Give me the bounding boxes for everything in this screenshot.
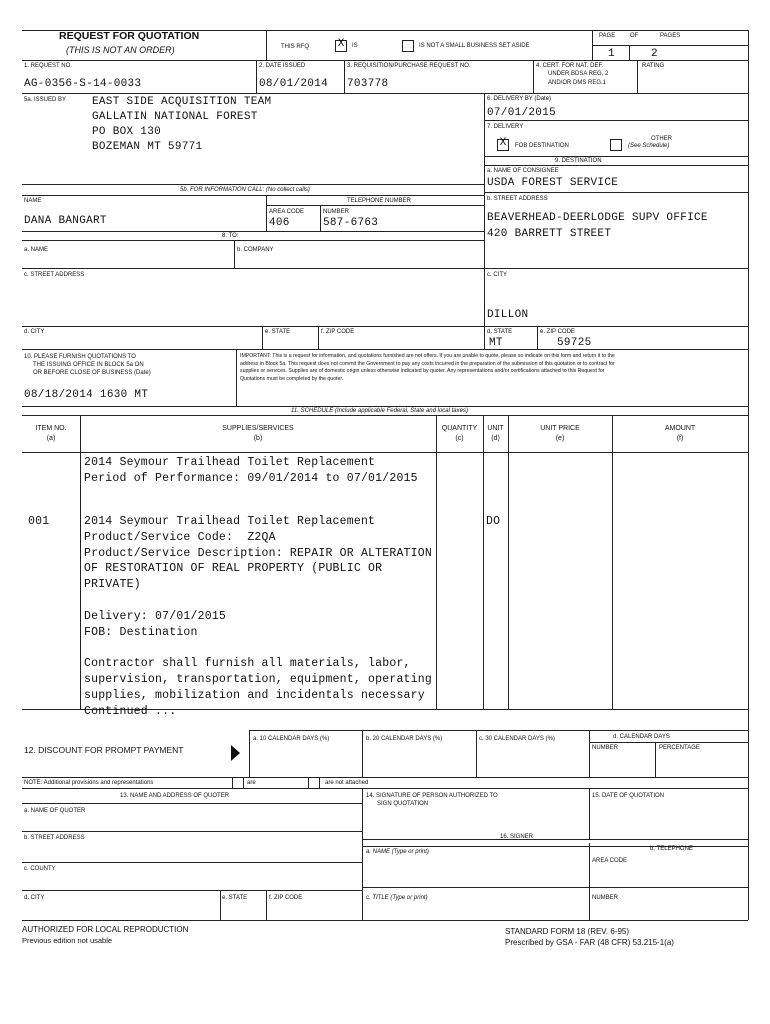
- to-name-label: a. NAME: [24, 247, 49, 253]
- discount-calendar-days-label: d. CALENDAR DAYS: [613, 734, 670, 740]
- page-label: PAGE: [599, 33, 616, 39]
- dest-street-line-2[interactable]: 420 BARRETT STREET: [487, 228, 612, 240]
- dest-city-label: c. CITY: [487, 272, 508, 278]
- discount-label: 12. DISCOUNT FOR PROMPT PAYMENT: [24, 745, 184, 755]
- description-line: Product/Service Code: Z2QA: [84, 530, 276, 544]
- issued-by-label: 5a. ISSUED BY: [24, 97, 67, 103]
- furnish-label-1: 10. PLEASE FURNISH QUOTATIONS TO: [24, 354, 136, 360]
- cert-label: 4. CERT. FOR NAT. DEF.: [536, 63, 604, 69]
- see-schedule-label: (See Schedule): [628, 143, 670, 149]
- col-amount: AMOUNT: [664, 425, 696, 432]
- this-rfq-label: THIS RFQ: [281, 44, 309, 50]
- footer-prescribed-by: Prescribed by GSA - FAR (48 CFR) 53.215-1(a): [505, 938, 674, 947]
- request-no-label: 1. REQUEST NO.: [24, 63, 72, 69]
- consignee-value[interactable]: USDA FOREST SERVICE: [487, 177, 619, 189]
- note-label: NOTE: Additional provisions and representations: [24, 780, 154, 786]
- is-not-label: IS NOT A SMALL BUSINESS SET ASIDE: [419, 43, 530, 49]
- dest-street-line-1[interactable]: BEAVERHEAD-DEERLODGE SUPV OFFICE: [487, 212, 708, 224]
- dest-zip-label: e. ZIP CODE: [540, 329, 575, 335]
- other-delivery-label: OTHER: [651, 136, 672, 142]
- fob-destination-checkbox[interactable]: X: [497, 139, 509, 151]
- description-line: Continued ...: [84, 704, 177, 718]
- col-unit: UNIT: [487, 425, 504, 432]
- issued-by-line-3[interactable]: PO BOX 130: [92, 126, 162, 138]
- furnish-label-3: OR BEFORE CLOSE OF BUSINESS (Date): [33, 370, 151, 376]
- footer-standard-form: STANDARD FORM 18 (REV. 6-95): [505, 927, 630, 936]
- provisions-are-checkbox[interactable]: [232, 777, 244, 789]
- signer-telephone-label: b. TELEPHONE: [650, 846, 693, 852]
- signer-label: 16. SIGNER: [500, 834, 534, 840]
- to-label: 8. TO:: [222, 233, 239, 239]
- col-supplies-sub: (b): [253, 435, 263, 442]
- provisions-are-label: are: [247, 780, 256, 786]
- info-name-value[interactable]: DANA BANGART: [24, 215, 107, 227]
- dest-state-label: d. STATE: [487, 329, 513, 335]
- info-call-label: 5b. FOR INFORMATION CALL: (No collect calls): [180, 187, 310, 193]
- request-no-value[interactable]: AG-0356-S-14-0033: [24, 78, 142, 90]
- quoter-name-label: a. NAME OF QUOTER: [24, 808, 86, 814]
- of-label: OF: [630, 33, 639, 39]
- cert-label-2: UNDER BDSA REG. 2: [548, 71, 609, 77]
- delivery-label: 7. DELIVERY: [487, 124, 524, 130]
- info-name-label: NAME: [24, 198, 42, 204]
- discount-30-days-label: c. 30 CALENDAR DAYS (%): [479, 736, 555, 742]
- description-line: 2014 Seymour Trailhead Toilet Replacement: [84, 515, 376, 528]
- col-unit-price-sub: (e): [555, 435, 565, 442]
- col-quantity: QUANTITY: [441, 425, 478, 432]
- footer-previous-edition: Previous edition not usable: [22, 936, 113, 945]
- requisition-label: 3. REQUISITION/PURCHASE REQUEST NO.: [347, 63, 471, 69]
- is-label: IS: [352, 43, 358, 49]
- description-line: PRIVATE): [84, 578, 141, 592]
- col-unit-price: UNIT PRICE: [540, 425, 580, 432]
- signer-area-code-label: AREA CODE: [592, 858, 628, 864]
- col-supplies: SUPPLIES/SERVICES: [222, 425, 294, 432]
- pages-label: PAGES: [660, 33, 681, 39]
- page-number: 1: [608, 48, 615, 60]
- delivery-by-value[interactable]: 07/01/2015: [487, 107, 557, 119]
- fob-destination-label: FOB DESTINATION: [515, 143, 569, 149]
- col-unit-sub: (d): [491, 435, 500, 442]
- description-line: Delivery: 07/01/2015: [84, 609, 227, 623]
- consignee-label: a. NAME OF CONSIGNEE: [487, 168, 559, 174]
- rating-label: RATING: [642, 63, 665, 69]
- issued-by-line-1[interactable]: EAST SIDE ACQUISITION TEAM: [92, 96, 272, 108]
- discount-20-days-label: b. 20 CALENDAR DAYS (%): [366, 736, 443, 742]
- footer-authorized: AUTHORIZED FOR LOCAL REPRODUCTION: [22, 925, 189, 934]
- schedule-intro-line-2: Period of Performance: 09/01/2014 to 07/01/2015: [84, 472, 418, 485]
- dest-city-value[interactable]: DILLON: [487, 309, 529, 321]
- is-not-small-business-checkbox[interactable]: [402, 40, 414, 52]
- total-pages: 2: [651, 48, 658, 60]
- to-state-label: e. STATE: [265, 329, 291, 335]
- issued-by-line-2[interactable]: GALLATIN NATIONAL FOREST: [92, 111, 258, 123]
- form-title: REQUEST FOR QUOTATION: [59, 30, 200, 42]
- col-item-no: ITEM NO.: [35, 425, 67, 432]
- quoter-city-label: d. CITY: [24, 895, 45, 901]
- dest-street-label: b. STREET ADDRESS: [487, 196, 548, 202]
- signer-title-label: c. TITLE (Type or print): [366, 895, 428, 901]
- dest-state-value[interactable]: MT: [489, 337, 503, 349]
- info-area-code-label: AREA CODE: [269, 209, 305, 215]
- provisions-are-not-label: are not attached: [325, 780, 369, 786]
- date-issued-value[interactable]: 08/01/2014: [259, 78, 329, 90]
- quoter-state-label: e. STATE: [222, 895, 248, 901]
- issued-by-line-4[interactable]: BOZEMAN MT 59771: [92, 141, 203, 153]
- important-notice: IMPORTANT: This is a request for information, and quotations furnished are not offers. If you are unable to quote, please so indicate on this form and return it to the address in Block 5a. This request does not commit the Government to pay any costs incurred in the preparation of the submission of this quotation or to contract for supplies or services. Supplies are of domestic origin unless otherwise indicated by quoter. Any representations and/or certifications attached to this Request for Quotations must be completed by the quoter.: [240, 353, 615, 383]
- arrow-right-icon: [231, 745, 240, 761]
- date-issued-label: 2. DATE ISSUED: [259, 63, 306, 69]
- discount-10-days-label: a. 10 CALENDAR DAYS (%): [253, 736, 330, 742]
- furnish-date-value[interactable]: 08/18/2014 1630 MT: [24, 389, 149, 401]
- info-area-code-value[interactable]: 406: [269, 217, 290, 229]
- description-line: Product/Service Description: REPAIR OR ALTERATION: [84, 546, 432, 560]
- provisions-are-not-checkbox[interactable]: [308, 777, 320, 789]
- col-amount-sub: (f): [676, 435, 684, 442]
- furnish-label-2: THE ISSUING OFFICE IN BLOCK 5a ON: [33, 362, 144, 368]
- form-subtitle: (THIS IS NOT AN ORDER): [66, 45, 175, 55]
- quoter-county-label: c. COUNTY: [24, 866, 56, 872]
- discount-number-label: NUMBER: [592, 745, 619, 751]
- quotation-date-label: 15. DATE OF QUOTATION: [592, 793, 665, 799]
- is-small-business-checkbox[interactable]: X: [335, 40, 347, 52]
- signature-label-2: SIGN QUOTATION: [377, 801, 429, 807]
- discount-percentage-label: PERCENTAGE: [659, 745, 700, 751]
- col-quantity-sub: (c): [455, 435, 464, 442]
- to-street-label: c. STREET ADDRESS: [24, 272, 85, 278]
- to-city-label: d. CITY: [24, 329, 45, 335]
- signer-name-label: a. NAME (Type or print): [366, 849, 429, 855]
- description-line: FOB: Destination: [84, 625, 198, 639]
- cert-label-3: AND/OR DMS REG.1: [548, 80, 607, 86]
- info-telephone-label: TELEPHONE NUMBER: [347, 198, 412, 204]
- dest-zip-value[interactable]: 59725: [557, 337, 592, 349]
- destination-label: 9. DESTINATION: [555, 158, 602, 164]
- quoter-label: 13. NAME AND ADDRESS OF QUOTER: [120, 793, 230, 799]
- requisition-value[interactable]: 703778: [347, 78, 389, 90]
- delivery-by-label: 6. DELIVERY BY (Date): [487, 96, 552, 102]
- description-line: OF RESTORATION OF REAL PROPERTY (PUBLIC OR: [84, 562, 383, 576]
- signature-label-1: 14. SIGNATURE OF PERSON AUTHORIZED TO: [366, 793, 498, 799]
- schedule-intro-line-1: 2014 Seymour Trailhead Toilet Replacement: [84, 456, 376, 469]
- description-line: supplies, mobilization and incidentals necessary: [84, 688, 425, 702]
- info-number-value[interactable]: 587-6763: [323, 217, 379, 229]
- item-number: 001: [28, 515, 50, 528]
- to-company-label: b. COMPANY: [237, 247, 274, 253]
- signer-number-label: NUMBER: [592, 895, 619, 901]
- description-line: supervision, transportation, equipment, operating: [84, 673, 432, 686]
- to-zip-label: f. ZIP CODE: [321, 329, 355, 335]
- col-item-no-sub: (a): [46, 435, 56, 442]
- item-unit: DO: [486, 515, 501, 528]
- description-line: Contractor shall furnish all materials, labor,: [84, 657, 411, 671]
- quoter-street-label: b. STREET ADDRESS: [24, 835, 85, 841]
- schedule-label: 11. SCHEDULE (Include applicable Federal, State and local taxes): [291, 408, 468, 414]
- other-delivery-checkbox[interactable]: [610, 139, 622, 151]
- quoter-zip-label: f. ZIP CODE: [269, 895, 303, 901]
- info-number-label: NUMBER: [323, 209, 350, 215]
